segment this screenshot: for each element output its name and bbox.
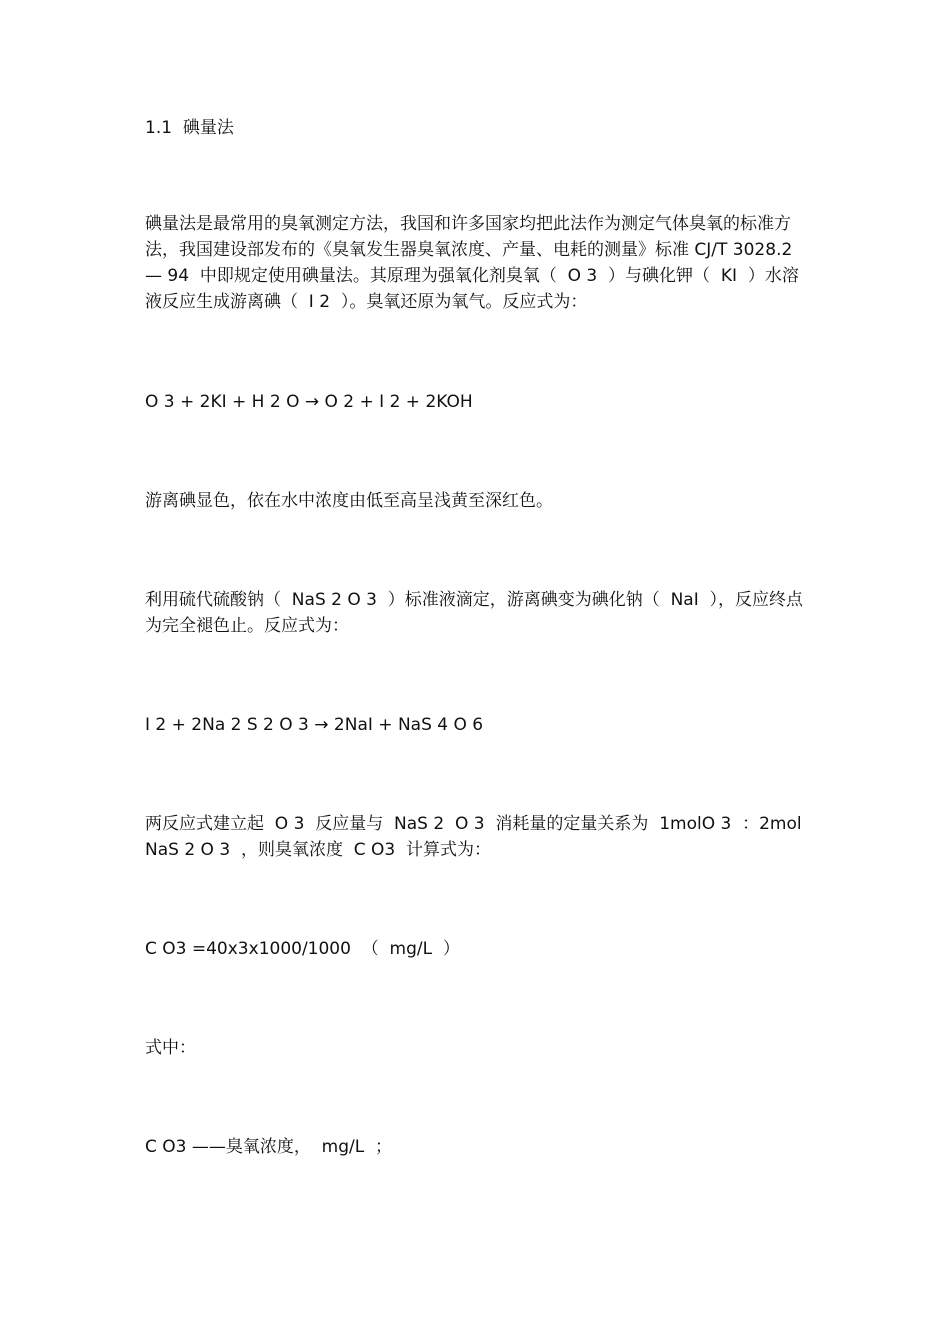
paragraph-principle: 碘量法是最常用的臭氧测定方法，我国和许多国家均把此法作为测定气体臭氧的标准方法，我国建设部发布的《臭氧发生器臭氧浓度、产量、电耗的测量》标准 CJ/T 3028.2 — 94 中即规定使用碘量法。其原理为强氧化剂臭氧（ O 3 ）与碘化钾（ KI ）水溶液反应生成游离碘（ I 2 ）。臭氧还原为氧气。反应式为： [145,214,799,312]
equation-iodine-thiosulfate: I 2 + 2Na 2 S 2 O 3 → 2NaI + NaS 4 O 6 [145,715,484,735]
paragraph-where: 式中： [145,1038,196,1058]
section-heading: 1.1 碘量法 [145,118,234,138]
definition-co3: C O3 ——臭氧浓度， mg/L ； [145,1137,393,1157]
paragraph-color: 游离碘显色，依在水中浓度由低至高呈浅黄至深红色。 [145,491,553,511]
equation-concentration: C O3 =40x3x1000/1000 （ mg/L ） [145,939,460,959]
paragraph-titration: 利用硫代硫酸钠（ NaS 2 O 3 ）标准液滴定，游离碘变为碘化钠（ NaI ），反应终点为完全褪色止。反应式为： [145,590,804,636]
paragraph-quantitative-relation: 两反应式建立起 O 3 反应量与 NaS 2 O 3 消耗量的定量关系为 1molO 3 ：2mol NaS 2 O 3 ，则臭氧浓度 C O3 计算式为： [145,814,808,860]
equation-ozone-ki: O 3 + 2KI + H 2 O → O 2 + I 2 + 2KOH [145,392,473,412]
